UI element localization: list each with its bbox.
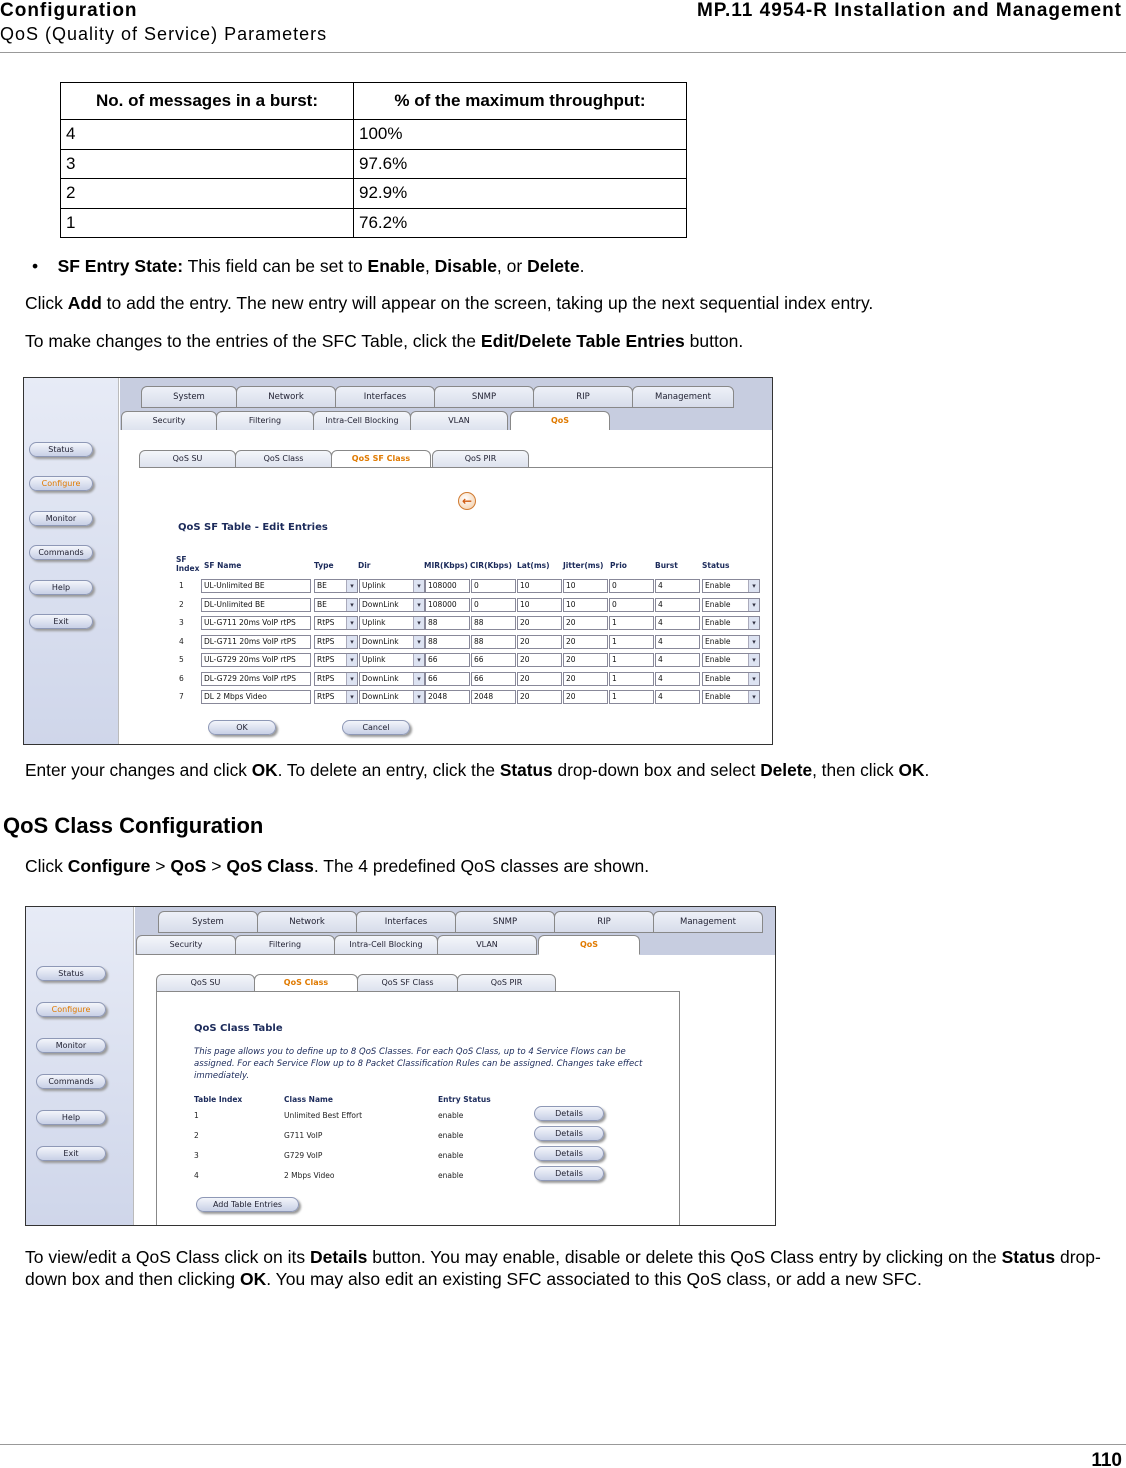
footer-rule [0,1444,1126,1445]
cir-field[interactable]: 66 [471,672,516,686]
tab-security[interactable]: Security [136,935,236,955]
sf-name-field[interactable]: DL-G711 20ms VoIP rtPS [201,635,311,649]
class-index: 3 [194,1151,199,1160]
tab-system[interactable]: System [158,911,258,933]
type-select[interactable] [314,672,358,686]
burst-field[interactable]: 4 [655,672,700,686]
status-select[interactable] [702,653,760,667]
cir-field[interactable]: 88 [471,635,516,649]
sf-name-field[interactable]: UL-Unlimited BE [201,579,311,593]
sidebar-item-commands[interactable]: Commands [36,1074,106,1089]
class-index: 4 [194,1171,199,1180]
status-select[interactable] [702,598,760,612]
tab-filtering[interactable]: Filtering [235,935,335,955]
term-disable: Disable [434,256,497,276]
table-row [61,208,687,238]
jitter-field[interactable]: 20 [563,690,608,704]
lat-field[interactable]: 20 [517,616,562,630]
table-header: % of the maximum throughput: [354,83,687,120]
text: . [924,760,930,780]
chevron-down-icon: ▾ [346,617,357,629]
chevron-down-icon: ▾ [748,654,759,666]
dir-select[interactable] [359,690,425,704]
separator: . [579,256,585,276]
class-index: 1 [194,1111,199,1120]
column-header: MIR(Kbps) [424,561,468,570]
type-select[interactable] [314,598,358,612]
entry-status: enable [438,1131,464,1140]
status-select[interactable] [702,635,760,649]
cir-field[interactable]: 88 [471,616,516,630]
dir-select[interactable] [359,672,425,686]
sf-name-field[interactable]: UL-G711 20ms VoIP rtPS [201,616,311,630]
term-qos-class: QoS Class [226,856,314,876]
sf-index: 3 [179,618,184,627]
text: . You may also edit an existing SFC associated to this QoS class, or add a new SFC. [266,1269,922,1289]
burst-throughput-table [60,82,687,238]
table-row [61,149,687,179]
prio-field[interactable]: 0 [609,579,654,593]
class-name: G729 VoIP [284,1151,323,1160]
tab-system[interactable]: System [141,386,237,408]
burst-field[interactable]: 4 [655,579,700,593]
back-arrow-icon[interactable]: ← [458,492,476,510]
dir-select-value: DownLink [362,674,399,683]
tab-rip[interactable]: RIP [554,911,654,933]
tab-qos-su[interactable]: QoS SU [156,974,255,992]
sidebar-item-monitor[interactable]: Monitor [29,511,93,526]
panel-title: QoS Class Table [194,1023,283,1034]
table-cell: 1 [61,208,354,238]
term-qos: QoS [170,856,207,876]
table-cell: 100% [354,120,687,150]
text: Click [25,293,68,313]
sidebar-item-configure[interactable]: Configure [36,1002,106,1017]
status-select-value: Enable [705,674,731,683]
sidebar-item-status[interactable]: Status [36,966,106,981]
dir-select-value: DownLink [362,637,399,646]
mir-field[interactable]: 2048 [425,690,470,704]
jitter-field[interactable]: 20 [563,616,608,630]
tab-qos[interactable]: QoS [510,411,610,431]
cir-field[interactable]: 66 [471,653,516,667]
text: drop-down box and then clicking [25,1247,1101,1289]
sf-name-field[interactable]: DL 2 Mbps Video [201,690,311,704]
lat-field[interactable]: 10 [517,598,562,612]
dir-select[interactable] [359,616,425,630]
tab-network[interactable]: Network [236,386,336,408]
jitter-field[interactable]: 10 [563,598,608,612]
cir-field[interactable]: 0 [471,579,516,593]
type-select-value: BE [317,581,327,590]
table-row [61,179,687,209]
tab-qos-class[interactable]: QoS Class [235,450,332,468]
table-row [61,120,687,150]
lat-field[interactable]: 10 [517,579,562,593]
term-status: Status [1001,1247,1056,1267]
screenshot-sf-edit-entries [23,377,773,745]
chevron-down-icon: ▾ [346,580,357,592]
panel-description: This page allows you to define up to 8 QoS Classes. For each QoS Class, up to 4 Service Flows can be assigned. For each Service Flow up to 8 Packet Classification Rules can be assigned. Changes take effect immediately. [194,1047,643,1081]
tab-network[interactable]: Network [257,911,357,933]
paragraph-add [25,292,873,314]
column-header: SF Name [204,561,242,570]
chevron-down-icon: ▾ [346,636,357,648]
tab-intra-cell-blocking[interactable]: Intra-Cell Blocking [334,935,438,955]
chevron-down-icon: ▾ [413,580,424,592]
sf-index: 6 [179,674,184,683]
jitter-field[interactable]: 10 [563,579,608,593]
chevron-down-icon: ▾ [346,673,357,685]
sidebar [24,378,119,744]
bullet-label: SF Entry State: [57,256,184,276]
chevron-down-icon: ▾ [413,673,424,685]
bullet-sf-entry-state: • SF Entry State: This field can be set to Enable, Disable, or Delete. [32,256,585,276]
details-button[interactable]: Details [534,1126,604,1141]
class-index: 2 [194,1131,199,1140]
status-select-value: Enable [705,692,731,701]
tab-interfaces[interactable]: Interfaces [356,911,456,933]
burst-field[interactable]: 4 [655,635,700,649]
tab-qos-class[interactable]: QoS Class [254,974,358,992]
screenshot-qos-class-table [25,906,776,1226]
status-select[interactable] [702,579,760,593]
paragraph-details [25,1246,1125,1290]
mir-field[interactable]: 66 [425,672,470,686]
text: To view/edit a QoS Class click on its [25,1247,310,1267]
text: . To delete an entry, click the [277,760,500,780]
text: > [206,856,227,876]
paragraph-enter-changes [25,759,929,781]
term-ok: OK [898,760,925,780]
paragraph-edit-entries [25,330,743,352]
dir-select-value: DownLink [362,600,399,609]
entry-status: enable [438,1111,464,1120]
column-header: Type [314,561,334,570]
chevron-down-icon: ▾ [413,654,424,666]
type-select-value: RtPS [317,618,335,627]
cir-field[interactable]: 2048 [471,690,516,704]
type-select-value: RtPS [317,674,335,683]
dir-select-value: Uplink [362,655,386,664]
text: drop-down box and select [552,760,761,780]
column-header: Lat(ms) [517,561,550,570]
sidebar-item-exit[interactable]: Exit [36,1146,106,1161]
column-header: Burst [655,561,678,570]
tab-management[interactable]: Management [632,386,734,408]
tab-qos-sf-class[interactable]: QoS SF Class [331,450,431,468]
sf-index: 1 [179,581,184,590]
chevron-down-icon: ▾ [413,691,424,703]
sf-index: 7 [179,692,184,701]
burst-field[interactable]: 4 [655,616,700,630]
chevron-down-icon: ▾ [346,691,357,703]
chevron-down-icon: ▾ [748,636,759,648]
term-add: Add [67,293,102,313]
tab-management[interactable]: Management [653,911,763,933]
type-select-value: RtPS [317,692,335,701]
tab-vlan[interactable]: VLAN [437,935,537,955]
dir-select[interactable] [359,598,425,612]
table-cell: 4 [61,120,354,150]
prio-field[interactable]: 0 [609,598,654,612]
lat-field[interactable]: 20 [517,653,562,667]
class-name: Unlimited Best Effort [284,1111,363,1120]
tab-rip[interactable]: RIP [533,386,633,408]
prio-field[interactable]: 1 [609,672,654,686]
details-button[interactable]: Details [534,1106,604,1121]
section-subtitle: QoS (Quality of Service) Parameters [0,24,328,44]
type-select[interactable] [314,690,358,704]
lat-field[interactable]: 20 [517,635,562,649]
tab-snmp[interactable]: SNMP [434,386,534,408]
tab-snmp[interactable]: SNMP [455,911,555,933]
chevron-down-icon: ▾ [748,673,759,685]
prio-field[interactable]: 1 [609,653,654,667]
status-select-value: Enable [705,637,731,646]
prio-field[interactable]: 1 [609,635,654,649]
ok-button[interactable]: OK [208,720,276,735]
entry-status: enable [438,1151,464,1160]
burst-field[interactable]: 4 [655,690,700,704]
chevron-down-icon: ▾ [346,654,357,666]
tab-divider [139,467,773,468]
table-cell: 2 [61,179,354,209]
sidebar-item-commands[interactable]: Commands [29,545,93,560]
lat-field[interactable]: 20 [517,690,562,704]
tab-qos-pir[interactable]: QoS PIR [457,974,556,992]
header-rule [0,52,1126,53]
panel-title: QoS SF Table - Edit Entries [178,522,328,533]
column-header: Status [702,561,730,570]
sidebar-item-monitor[interactable]: Monitor [36,1038,106,1053]
separator: , [424,256,435,276]
tab-vlan[interactable]: VLAN [410,411,508,431]
dir-select[interactable] [359,635,425,649]
jitter-field[interactable]: 20 [563,672,608,686]
sf-index: 4 [179,637,184,646]
table-cell: 76.2% [354,208,687,238]
class-name: G711 VoIP [284,1131,323,1140]
jitter-field[interactable]: 20 [563,635,608,649]
mir-field[interactable]: 66 [425,653,470,667]
page-number: 110 [1091,1450,1122,1468]
term-status: Status [499,760,553,780]
sidebar [26,907,134,1225]
mir-field[interactable]: 88 [425,616,470,630]
separator: , or [496,256,528,276]
sidebar-item-help[interactable]: Help [29,580,93,595]
tab-security[interactable]: Security [121,411,217,431]
column-header: Table Index [194,1095,243,1104]
tab-filtering[interactable]: Filtering [216,411,314,431]
dir-select-value: DownLink [362,692,399,701]
dir-select-value: Uplink [362,581,386,590]
cir-field[interactable]: 0 [471,598,516,612]
dir-select[interactable] [359,653,425,667]
burst-field[interactable]: 4 [655,653,700,667]
sf-name-field[interactable]: UL-G729 20ms VoIP rtPS [201,653,311,667]
sidebar-item-exit[interactable]: Exit [29,614,93,629]
lat-field[interactable]: 20 [517,672,562,686]
type-select[interactable] [314,579,358,593]
column-header: Dir [358,561,371,570]
chevron-down-icon: ▾ [413,617,424,629]
sf-index: 2 [179,600,184,609]
chevron-down-icon: ▾ [413,599,424,611]
table-header: No. of messages in a burst: [61,83,354,120]
tab-qos-pir[interactable]: QoS PIR [432,450,529,468]
text: To make changes to the entries of the SFC Table, click the [25,331,481,351]
cancel-button[interactable]: Cancel [342,720,410,735]
table-cell: 3 [61,149,354,179]
term-enable: Enable [367,256,425,276]
column-header: Class Name [284,1095,333,1104]
prio-field[interactable]: 1 [609,690,654,704]
manual-title: MP.11 4954-R Installation and Management [696,0,1122,21]
sidebar-item-status[interactable]: Status [29,442,93,457]
chevron-down-icon: ▾ [413,636,424,648]
class-name: 2 Mbps Video [284,1171,335,1180]
text: Enter your changes and click [25,760,252,780]
text: > [150,856,171,876]
sf-index: 5 [179,655,184,664]
text: button. You may enable, disable or delete this QoS Class entry by clicking on the [367,1247,1002,1267]
details-button[interactable]: Details [534,1166,604,1181]
sidebar-item-help[interactable]: Help [36,1110,106,1125]
chapter-title: Configuration [0,0,138,21]
dir-select-value: Uplink [362,618,386,627]
term-ok: OK [240,1269,267,1289]
status-select[interactable] [702,616,760,630]
status-select-value: Enable [705,618,731,627]
type-select-value: RtPS [317,655,335,664]
chevron-down-icon: ▾ [748,599,759,611]
column-header: Entry Status [438,1095,491,1104]
term-configure: Configure [67,856,151,876]
type-select[interactable] [314,616,358,630]
mir-field[interactable]: 108000 [425,579,470,593]
section-heading: QoS Class Configuration [3,813,264,838]
sf-name-field[interactable]: DL-Unlimited BE [201,598,311,612]
bullet-text: This field can be set to [183,256,368,276]
dir-select[interactable] [359,579,425,593]
mir-field[interactable]: 108000 [425,598,470,612]
type-select[interactable] [314,653,358,667]
type-select[interactable] [314,635,358,649]
status-select-value: Enable [705,655,731,664]
burst-field[interactable]: 4 [655,598,700,612]
text: to add the entry. The new entry will appear on the screen, taking up the next sequential index entry. [101,293,874,313]
column-header: CIR(Kbps) [470,561,512,570]
tab-qos-su[interactable]: QoS SU [139,450,236,468]
text: Click [25,856,68,876]
jitter-field[interactable]: 20 [563,653,608,667]
column-header: SF Index [176,555,200,573]
term-edit-delete: Edit/Delete Table Entries [480,331,685,351]
chevron-down-icon: ▾ [346,599,357,611]
add-table-entries-button[interactable]: Add Table Entries [196,1197,299,1212]
text: , then click [812,760,899,780]
column-header: Jitter(ms) [563,561,604,570]
type-select-value: RtPS [317,637,335,646]
entry-status: enable [438,1171,464,1180]
type-select-value: BE [317,600,327,609]
term-details: Details [309,1247,368,1267]
chevron-down-icon: ▾ [748,691,759,703]
status-select-value: Enable [705,600,731,609]
paragraph-qos-class-path [25,855,649,877]
tab-qos-sf-class[interactable]: QoS SF Class [357,974,458,992]
table-cell: 92.9% [354,179,687,209]
sidebar-item-configure[interactable]: Configure [29,476,93,491]
text: . The 4 predefined QoS classes are shown. [313,856,650,876]
text: button. [684,331,744,351]
term-delete: Delete [527,256,580,276]
chevron-down-icon: ▾ [748,617,759,629]
status-select[interactable] [702,672,760,686]
tab-intra-cell-blocking[interactable]: Intra-Cell Blocking [313,411,411,431]
details-button[interactable]: Details [534,1146,604,1161]
prio-field[interactable]: 1 [609,616,654,630]
chevron-down-icon: ▾ [748,580,759,592]
sf-name-field[interactable]: DL-G729 20ms VoIP rtPS [201,672,311,686]
status-select-value: Enable [705,581,731,590]
tab-interfaces[interactable]: Interfaces [335,386,435,408]
term-delete: Delete [760,760,813,780]
term-ok: OK [251,760,278,780]
column-header: Prio [610,561,627,570]
mir-field[interactable]: 88 [425,635,470,649]
tab-qos[interactable]: QoS [538,935,640,955]
status-select[interactable] [702,690,760,704]
table-cell: 97.6% [354,149,687,179]
